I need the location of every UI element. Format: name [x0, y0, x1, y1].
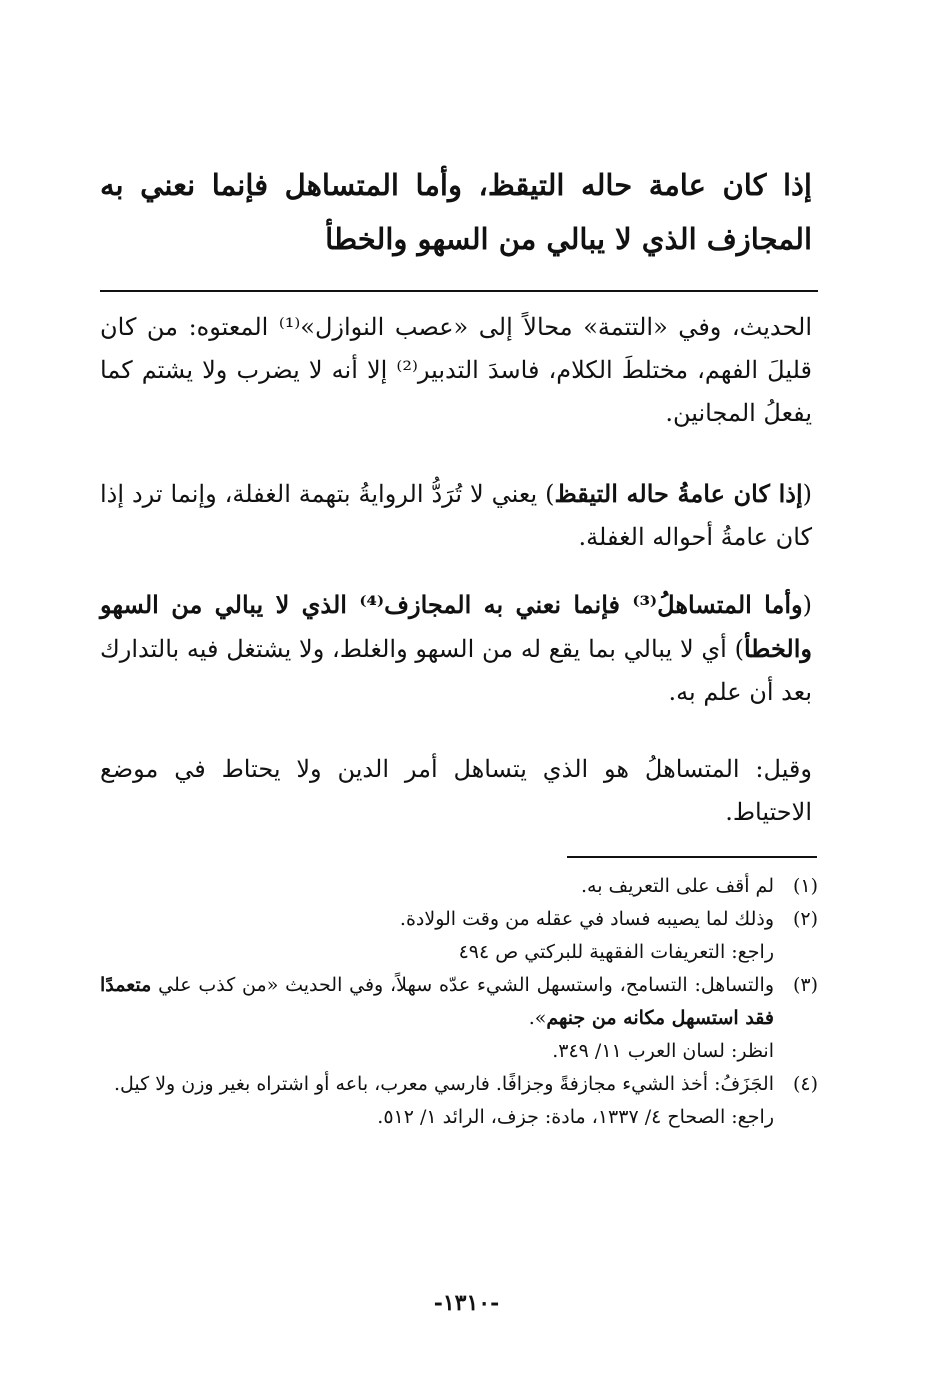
commentary-paragraph-2	[100, 472, 812, 559]
quoted-matn-2: إذا كان عامةُ حاله التيقظ	[554, 479, 803, 508]
footnote-text: لم أقف على التعريف به.	[580, 875, 774, 897]
footnote-reference: انظر: لسان العرب ١١/ ٣٤٩.	[552, 1040, 774, 1062]
footnote-reference: راجع: الصحاح ٤/ ١٣٣٧، مادة: جزف، الرائد ١/ ٥١٢.	[377, 1106, 774, 1128]
commentary-text-2	[100, 472, 812, 559]
page-number: -١٣١٠-	[433, 1290, 500, 1316]
footnote-text: الجَزَفُ: أخذ الشيء مجازفةً وجزافًا. فارسي معرب، باعه أو اشتراه بغير وزن ولا كيل.	[113, 1073, 774, 1095]
footnotes	[100, 870, 818, 1134]
footnote-text-plain: والتساهل: التسامح، واستسهل الشيء عدّه سهلاً، وفي الحديث «من كذب علي	[151, 974, 774, 996]
footnote-text-end: ».	[528, 1007, 547, 1029]
commentary-text-1: الحديث، وفي «التتمة» محالاً إلى «عصب النوازل»⁽¹⁾ المعتوه: من كان قليلَ الفهم، مختلطَ الكلام، فاسدَ التدبير⁽²⁾ إلا أنه لا يضرب ولا يشتم كما يفعلُ المجانين.	[100, 313, 813, 427]
footnote-text	[100, 969, 774, 1035]
footnote-2	[100, 903, 818, 936]
footnote-number: (٤)	[792, 1073, 818, 1095]
footnote-divider	[567, 856, 817, 858]
commentary-text-4: وقيل: المتساهلُ هو الذي يتساهل أمر الدين ولا يحتاط في موضع الاحتياط.	[100, 755, 812, 826]
paren-open: (	[802, 480, 812, 508]
footnote-number: (٣)	[792, 974, 818, 996]
footnote-number: (٢)	[792, 908, 818, 930]
hadith-quote: متعمدًا فقد استسهل مكانه من جنهم	[100, 974, 774, 1029]
footnote-3	[100, 969, 818, 1035]
commentary-paragraph-1	[100, 306, 812, 435]
paren-open: (	[802, 591, 812, 619]
matn-text: إذا كان عامة حاله التيقظ، وأما المتساهل فإنما نعني به المجازف الذي لا يبالي من السهو والخطأ	[100, 168, 812, 256]
commentary-paragraph-3	[100, 583, 812, 714]
footnote-text: وذلك لما يصيبه فساد في عقله من وقت الولادة.	[399, 908, 774, 930]
footnote-reference: راجع: التعريفات الفقهية للبركتي ص ٤٩٤	[458, 941, 774, 963]
commentary-rest-3: ) أي لا يبالي بما يقع له من السهو والغلط، ولا يشتغل فيه بالتدارك بعد أن علم به.	[100, 635, 812, 706]
footnote-number: (١)	[792, 875, 818, 897]
commentary-text-3	[100, 583, 812, 714]
footnote-4	[100, 1068, 818, 1101]
quoted-matn-3: وأما المتساهلُ⁽³⁾ فإنما نعني به المجازف⁽⁴⁾ الذي لا يبالي من السهو والخطأ	[100, 590, 812, 663]
commentary-paragraph-4	[100, 748, 812, 834]
matn-divider	[100, 290, 818, 292]
footnote-1	[100, 870, 818, 903]
commentary-rest-2: ) يعني لا تُرَدُّ الروايةُ بتهمة الغفلة، وإنما ترد إذا كان عامةُ أحواله الغفلة.	[100, 480, 812, 551]
